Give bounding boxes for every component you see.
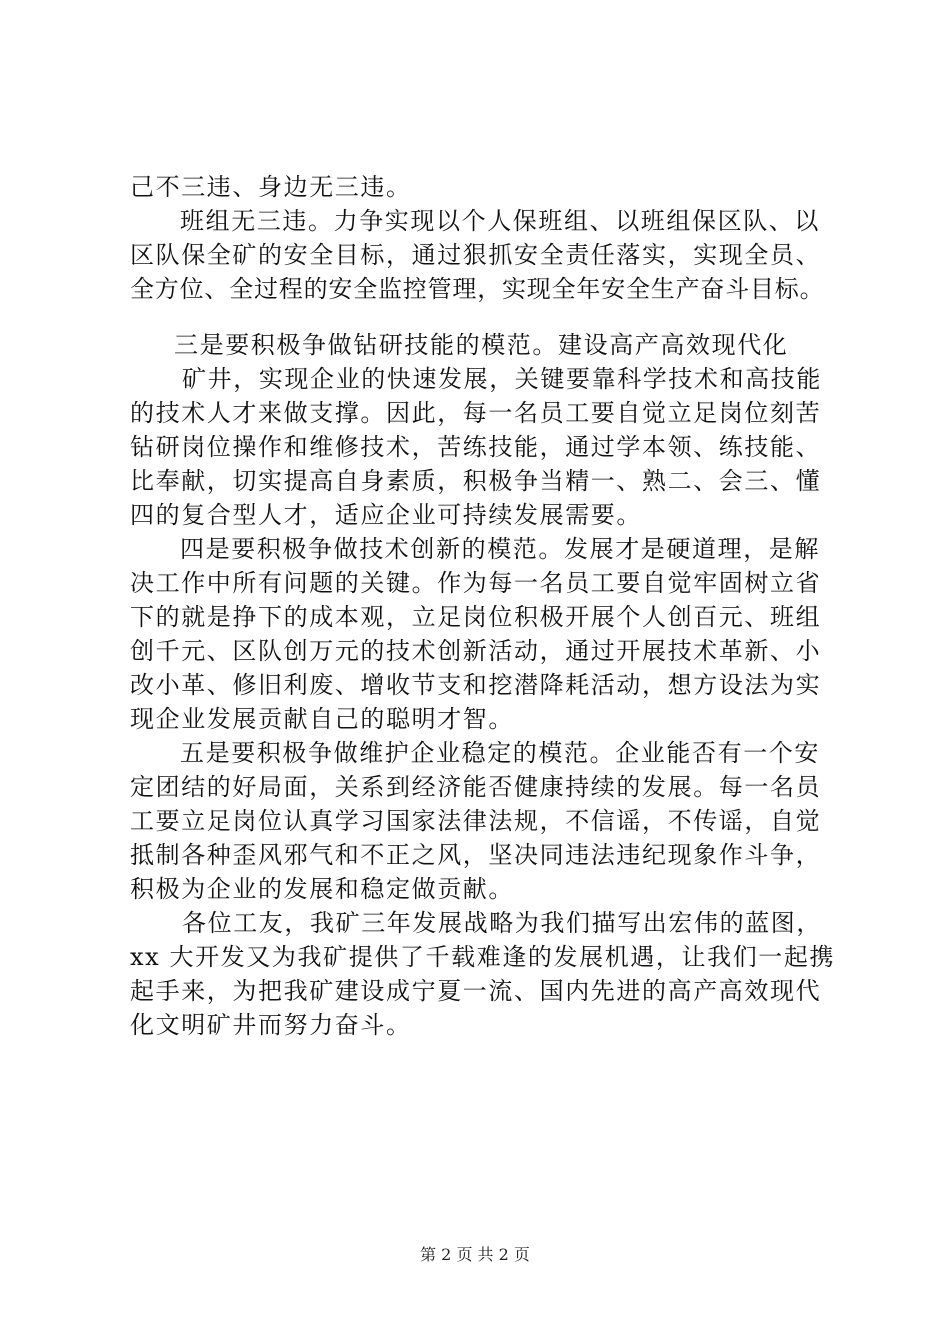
paragraph-gap [130,306,870,328]
text-line: 矿井，实现企业的快速发展，关键要靠科学技术和高技能 [182,365,822,393]
text-line: 抵制各种歪风邪气和不正之风，坚决同违法违纪现象作斗争， [130,841,822,869]
text-line: 四的复合型人才，适应企业可持续发展需要。 [130,501,642,529]
text-line: 班组无三违。力争实现以个人保班组、以班组保区队、以 [180,207,820,235]
text-line: 区队保全矿的安全目标，通过狠抓安全责任落实，实现全员、 [130,241,822,269]
text-line: 五是要积极争做维护企业稳定的模范。企业能否有一个安 [180,739,820,767]
text-line: 定团结的好局面，关系到经济能否健康持续的发展。每一名员 [130,773,822,801]
text-line: 下的就是挣下的成本观，立足岗位积极开展个人创百元、班组 [130,603,822,631]
document-body [130,170,870,1042]
text-line: 四是要积极争做技术创新的模范。发展才是硬道理，是解 [180,535,820,563]
text-line: 全方位、全过程的安全监控管理，实现全年安全生产奋斗目标。 [130,275,825,303]
text-line: 三是要积极争做钻研技能的模范。建设高产高效现代化 [174,331,789,359]
text-line: 比奉献，切实提高自身素质，积极争当精一、熟二、会三、懂 [130,467,822,495]
text-line: xx 大开发又为我矿提供了千载难逢的发展机遇，让我们一起携 [130,943,836,971]
text-line: 的技术人才来做支撑。因此，每一名员工要自觉立足岗位刻苦 [130,399,822,427]
text-line: 起手来，为把我矿建设成宁夏一流、国内先进的高产高效现代 [130,977,822,1005]
text-line: 己不三违、身边无三违。 [130,173,412,201]
text-line: 决工作中所有问题的关键。作为每一名员工要自觉牢固树立省 [130,569,822,597]
text-line: 改小革、修旧利废、增收节支和挖潜降耗活动，想方设法为实 [130,671,822,699]
text-line: 现企业发展贡献自己的聪明才智。 [130,705,514,733]
text-line: 积极为企业的发展和稳定做贡献。 [130,875,514,903]
text-line: 创千元、区队创万元的技术创新活动，通过开展技术革新、小 [130,637,822,665]
text-line: 化文明矿井而努力奋斗。 [130,1011,412,1039]
text-line: 钻研岗位操作和维修技术，苦练技能，通过学本领、练技能、 [130,433,822,461]
page-number-footer: 第 2 页 共 2 页 [420,1245,530,1264]
text-line: 各位工友，我矿三年发展战略为我们描写出宏伟的蓝图， [182,909,822,937]
text-line: 工要立足岗位认真学习国家法律法规，不信谣，不传谣，自觉 [130,807,822,835]
